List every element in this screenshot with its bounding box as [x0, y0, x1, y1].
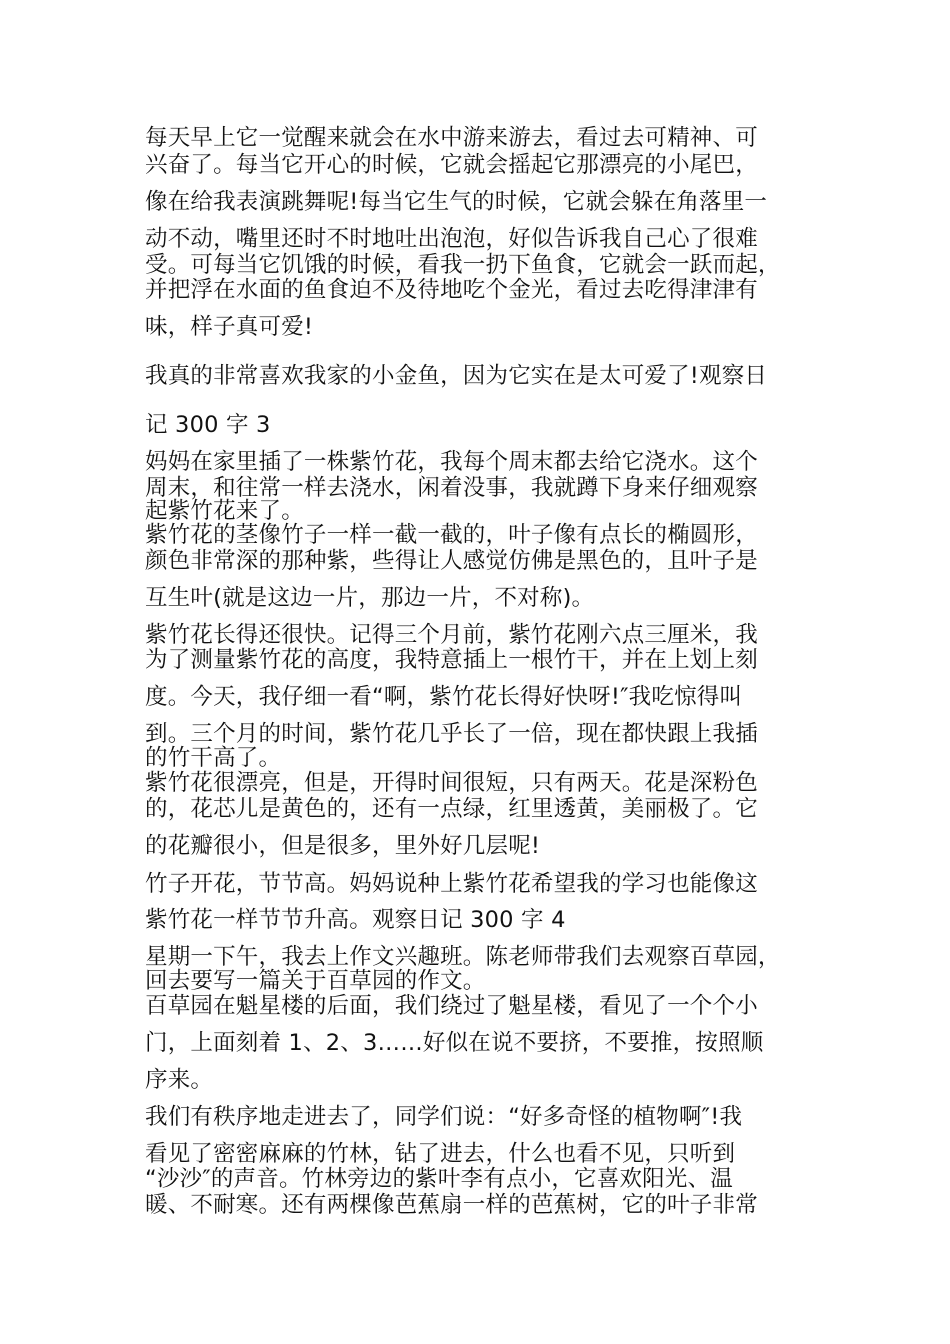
text-line: 紫竹花的茎像竹子一样一截一截的，叶子像有点长的椭圆形，: [145, 522, 758, 548]
text-line: 兴奋了。每当它开心的时候，它就会摇起它那漂亮的小尾巴，: [145, 152, 758, 178]
text-line: 我真的非常喜欢我家的小金鱼，因为它实在是太可爱了!观察日: [145, 363, 768, 389]
text-line: 竹子开花，节节高。妈妈说种上紫竹花希望我的学习也能像这: [145, 871, 758, 897]
text-line: 互生叶(就是这边一片，那边一片，不对称)。: [145, 585, 595, 611]
text-line: 为了测量紫竹花的高度，我特意插上一根竹干，并在上划上刻: [145, 647, 758, 673]
text-line: 像在给我表演跳舞呢!每当它生气的时候，它就会躲在角落里一: [145, 189, 768, 215]
text-line: 并把浮在水面的鱼食迫不及待地吃个金光，看过去吃得津津有: [145, 277, 758, 303]
text-line: “沙沙″的声音。竹林旁边的紫叶李有点小，它喜欢阳光、温: [145, 1166, 733, 1192]
text-line: 星期一下午，我去上作文兴趣班。陈老师带我们去观察百草园，: [145, 944, 781, 970]
text-line: 序来。: [145, 1067, 214, 1093]
text-line: 动不动，嘴里还时不时地吐出泡泡，好似告诉我自己心了很难: [145, 226, 758, 252]
text-line: 的花瓣很小，但是很多，里外好几层呢!: [145, 833, 541, 859]
text-line: 度。今天，我仔细一看“啊，紫竹花长得好快呀!″我吃惊得叫: [145, 684, 743, 710]
text-line: 妈妈在家里插了一株紫竹花，我每个周末都去给它浇水。这个: [145, 449, 758, 475]
text-line: 受。可每当它饥饿的时候，看我一扔下鱼食，它就会一跃而起，: [145, 252, 781, 278]
text-line: 周末，和往常一样去浇水，闲着没事，我就蹲下身来仔细观察: [145, 475, 758, 501]
text-line: 暖、不耐寒。还有两棵像芭蕉扇一样的芭蕉树，它的叶子非常: [145, 1192, 758, 1218]
text-line: 到。三个月的时间，紫竹花几乎长了一倍，现在都快跟上我插: [145, 721, 758, 747]
text-line: 颜色非常深的那种紫，些得让人感觉仿佛是黑色的，且叶子是: [145, 548, 758, 574]
text-line: 的竹干高了。: [145, 745, 282, 771]
text-line: 紫竹花一样节节升高。观察日记 300 字 4: [145, 907, 566, 933]
text-line: 门，上面刻着 1、2、3……好似在说不要挤，不要推，按照顺: [145, 1030, 764, 1056]
text-line: 看见了密密麻麻的竹林，钻了进去，什么也看不见，只听到: [145, 1141, 736, 1167]
text-line: 起紫竹花来了。: [145, 498, 304, 524]
text-line: 味，样子真可爱!: [145, 314, 314, 340]
text-line: 记 300 字 3: [145, 412, 271, 438]
text-line: 我们有秩序地走进去了，同学们说：“好多奇怪的植物啊″!我: [145, 1104, 743, 1130]
text-line: 每天早上它一觉醒来就会在水中游来游去，看过去可精神、可: [145, 125, 758, 151]
text-line: 百草园在魁星楼的后面，我们绕过了魁星楼，看见了一个个小: [145, 993, 758, 1019]
text-line: 紫竹花很漂亮，但是，开得时间很短，只有两天。花是深粉色: [145, 770, 758, 796]
text-line: 的，花芯儿是黄色的，还有一点绿，红里透黄，美丽极了。它: [145, 796, 758, 822]
text-line: 紫竹花长得还很快。记得三个月前，紫竹花刚六点三厘米，我: [145, 622, 758, 648]
text-line: 回去要写一篇关于百草园的作文。: [145, 968, 486, 994]
